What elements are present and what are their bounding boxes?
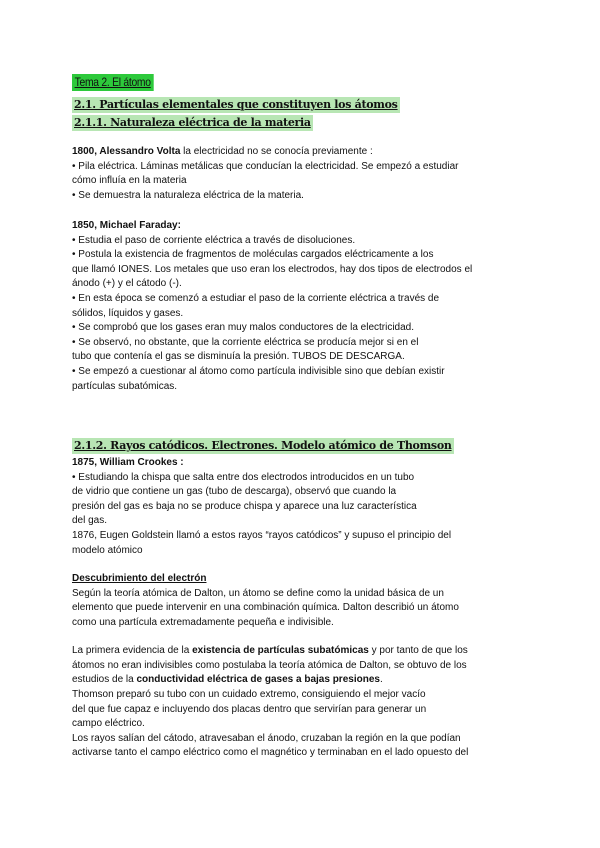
section-heading-2-1: 2.1. Partículas elementales que constituyen los átomos: [74, 98, 398, 111]
crookes-heading: 1875, William Crookes :: [72, 457, 184, 468]
section-heading-2-1-2: 2.1.2. Rayos catódicos. Electrones. Modelo atómico de Thomson: [74, 439, 452, 452]
electron-heading: Descubrimiento del electrón: [72, 573, 207, 584]
conductivity-emphasis: conductividad eléctrica de gases a bajas presiones: [136, 674, 380, 686]
volta-heading: 1800, Alessandro Volta: [72, 146, 181, 157]
faraday-heading: 1850, Michael Faraday:: [72, 220, 181, 231]
evidence-paragraph: La primera evidencia de la existencia de partículas subatómicas y por tanto de que los átomos no eran indivisibles como postulaba la teoría atómica de Dalton, se obtuvo de los estudios de la conductividad eléctrica de gases a bajas presiones.: [72, 645, 468, 686]
section-heading-2-1-1: 2.1.1. Naturaleza eléctrica de la materia: [74, 116, 311, 129]
crookes-paragraph: 1875, William Crookes : • Estudiando la chispa que salta entre dos electrodos introducidos en un tubo de vidrio que contiene un gas (tubo de descarga), observó que cuando la presión del gas es baja no se produce chispa y aparece una luz característica del gas. 1876, Eugen Goldstein llamó a estos rayos “rayos catódicos” y supuso el principio del modelo atómico: [72, 457, 452, 556]
faraday-paragraph: 1850, Michael Faraday: • Estudia el paso de corriente eléctrica a través de disoluciones. • Postula la existencia de fragmentos de moléculas cargados eléctricamente a los que llamó IONES. Los metales que uso eran los electrodos, hay dos tipos de electrodos el ánodo (+) y el cátodo (-). • En esta época se comenzó a estudiar el paso de la corriente eléctrica a través de sólidos, líquidos y gases. • Se comprobó que los gases eran muy malos conductores de la electricidad. • Se observó, no obstante, que la corriente eléctrica se producía mejor si en el tubo que contenía el gas se disminuía la presión. TUBOS DE DESCARGA. • Se empezó a cuestionar al átomo como partícula indivisible sino que debían existir partículas subatómicas.: [72, 220, 473, 392]
volta-paragraph: 1800, Alessandro Volta la electricidad no se conocía previamente : • Pila eléctrica. Láminas metálicas que conducían la electricidad. Se empezó a estudiar cómo influía en la materia • Se demuestra la naturaleza eléctrica de la materia.: [72, 146, 459, 201]
document-title: Tema 2. El átomo: [72, 74, 153, 91]
subatomic-emphasis: existencia de partículas subatómicas: [192, 645, 369, 656]
electron-paragraph: Descubrimiento del electrón Según la teoría atómica de Dalton, un átomo se define como la unidad básica de un elemento que puede intervenir en una combinación química. Dalton describió un átomo como una partícula extremadamente pequeña e indivisible.: [72, 573, 459, 628]
thomson-paragraph: Thomson preparó su tubo con un cuidado extremo, consiguiendo el mejor vacío del que fue capaz e incluyendo dos placas dentro que servirían para generar un campo eléctrico. Los rayos salían del cátodo, atravesaban el ánodo, cruzaban la región en la que podían activarse tanto el campo eléctrico como el magnético y terminaban en el lado opuesto del: [72, 689, 469, 759]
